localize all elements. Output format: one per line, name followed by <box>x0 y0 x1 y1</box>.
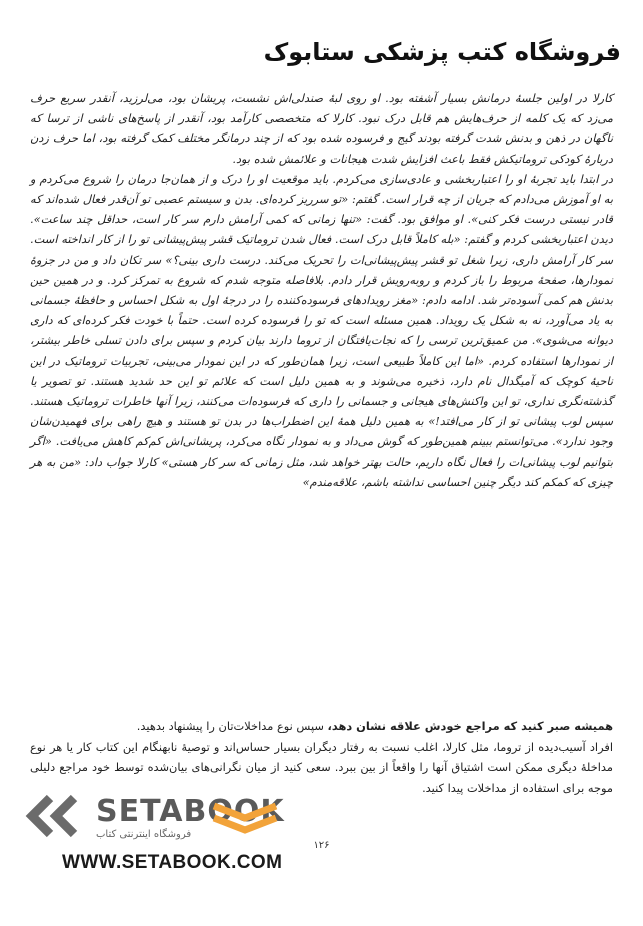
page-header-title: فروشگاه کتب پزشکی ستابوک <box>263 38 621 66</box>
setabook-brand-subtitle: فروشگاه اینترنتی کتاب <box>96 829 192 840</box>
closing-paragraph-1 <box>30 716 613 737</box>
page-number: ۱۲۶ <box>313 840 330 851</box>
setabook-chevron-icon <box>22 794 92 838</box>
setabook-url[interactable]: WWW.SETABOOK.COM <box>62 852 283 873</box>
closing-bold-lead: همیشه صبر کنید که مراجع خودش علاقه نشان دهد، <box>327 719 613 733</box>
paragraph-1: کارلا در اولین جلسهٔ درمانش بسیار آشفته بود. او روی لبهٔ صندلی‌اش نشست، پریشان بود، می‌لرزید، آنقدر سریع حرف می‌زد که یک کلمه از حرف‌هایش هم قابل درک نبود. کارلا که متخصصی کارآمد بود، آنقدر از پاسخ‌های ناشی از ترسا که ناگهان در ذهن و بدنش شدت گرفته بودند گیج و فرسوده شده بود که از چند درمانگر مختلف کمک گرفته بود، اما حرف زدن دربارهٔ کودکی تروماتیکش فقط باعث افزایش شدت هیجانات و علائمش شده بود. <box>30 91 613 166</box>
closing-paragraph-2: افراد آسیب‌دیده از تروما، مثل کارلا، اغلب نسبت به رفتار دیگران بسیار حساس‌اند و توصیهٔ نابهنگام این کتاب کار یا هر نوع مداخلهٔ دیگری ممکن است اشتیاق آنها را واقعاً از بین ببرد. سعی کنید از میان نگرانی‌های بیان‌شده توسط خود مراجع دلیلی موجه برای استفاده از مداخلات پیدا کنید. <box>30 739 613 795</box>
closing-text <box>30 716 613 798</box>
main-text <box>30 88 613 492</box>
setabook-brand-text: SETABOOK <box>96 794 285 829</box>
closing-lead-rest: سپس نوع مداخلات‌تان را پیشنهاد بدهید. <box>136 719 328 733</box>
paragraph-2: در ابتدا باید تجربهٔ او را اعتباربخشی و عادی‌سازی می‌کردم. باید موقعیت او را درک و از همان‌جا درمان را شروع می‌کردم و به او آموزش می‌دادم که جریان از چه قرار است. گفتم: «تو سرریز کرده‌ای. بدن و سیستم عصبی تو آن‌قدر فعال شده‌اند که قادر نیستی درست فکر کنی». او موافق بود. گفت: «تنها زمانی که کمی آرامش دارم سر کار است، حداقل چند ساعت». دیدن اعتباربخشی کردم و گفتم: «بله کاملاً قابل درک است. فعال شدن تروماتیک قشر پیش‌پیشانی تو را از کار انداخته است. سر کار آرامش داری، زیرا شغل تو قشر پیش‌پیشانی‌ات را تحریک می‌کند. درست داری بینی؟» سر تکان داد و من در جزوهٔ نمودارها، صفحهٔ مربوط را باز کردم و روبه‌رویش قرار دادم. بلافاصله متوجه شدم که شروع به تمرکز کرد. و در همین حین بدنش هم کمی آسوده‌تر شد. ادامه دادم: «مغز رویدادهای فرسوده‌کننده را در درجهٔ اول به شکل احساس و حافظهٔ جسمانی به یاد می‌آورد، نه به شکل یک رویداد. همین مسئله است که تو را فرسوده کرده است. حتماً با خودت فکر کرده‌ای که داری دیوانه می‌شوی». من عمیق‌ترین ترسی را که نجات‌یافتگان از تروما دارند بیان کردم و سپس برای دادن تسلی خاطر بیشتر، از نمودارها استفاده کردم. «اما این کاملاً طبیعی است، زیرا همان‌طور که در این نمودار می‌بینی، تجربیات تروماتیک در این ناحیهٔ کوچک که آمیگدال نام دارد، ذخیره می‌شوند و به همین دلیل است که علائم تو این حد شدید هستند. تو تصویر یا گذشته‌نگری نداری، تو این واکنش‌های هیجانی و جسمانی را داری که فرسوده‌ات می‌کنند، زیرا آنها خاطرات تروماتیک هستند. سپس لوب پیشانی تو از کار می‌افتد!» به همین دلیل همهٔ این اضطراب‌ها در بدن تو هستند و هیچ راهی برای فهمیدن‌شان وجود ندارد». می‌توانستم ببینم همین‌طور که گوش می‌داد و به نمودار نگاه می‌کرد، پریشانی‌اش کم‌کم کاهش می‌یافت. «اگر بتوانیم لوب پیشانی‌ات را فعال نگاه داریم، حالت بهتر خواهد شد، مثل زمانی که سر کار هستی» کارلا جواب داد: «من به هر چیزی که کمکم کند دیگر چنین احساسی نداشته باشم، علاقه‌مندم» <box>30 171 614 489</box>
setabook-book-icon <box>210 796 280 840</box>
